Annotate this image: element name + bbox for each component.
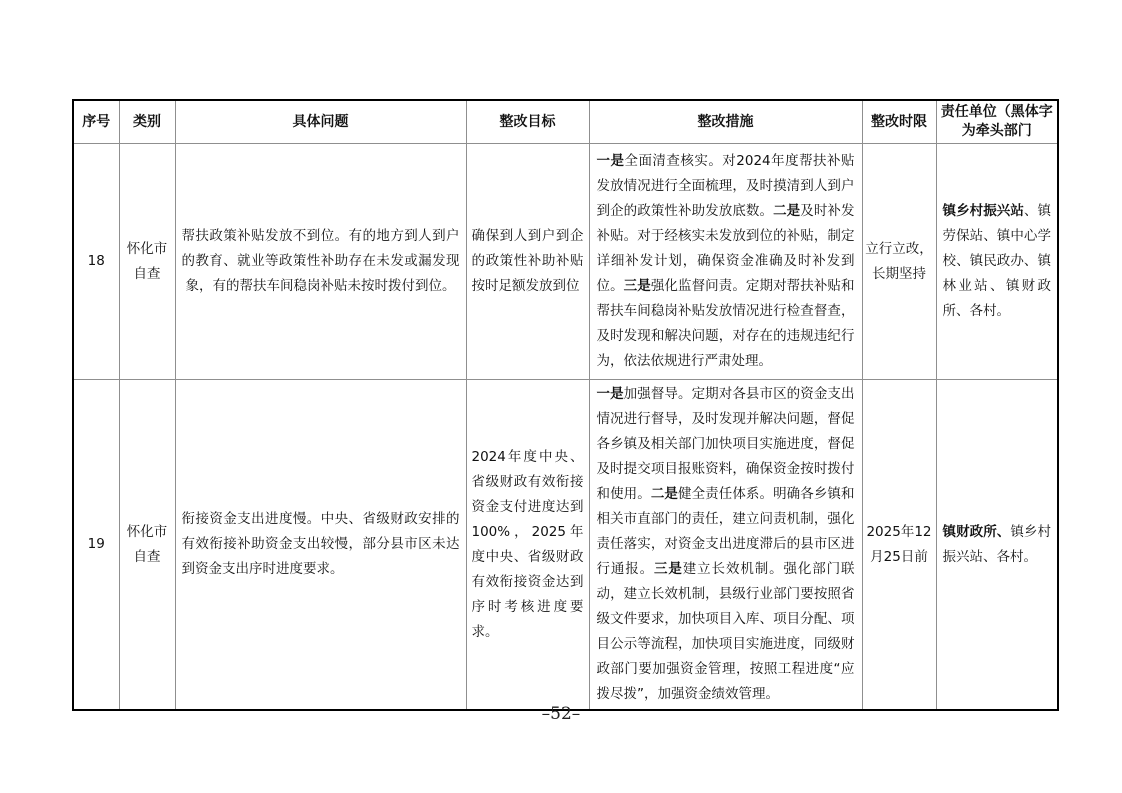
header-cell-responsible: 责任单位（黑体字为牵头部门 xyxy=(936,100,1058,144)
measure-1-label: 一是 xyxy=(596,386,624,402)
header-cell-problem: 具体问题 xyxy=(175,100,466,144)
header-cell-goal: 整改目标 xyxy=(466,100,589,144)
measure-3-text: 建立长效机制。强化部门联动，建立长效机制，县级行业部门要按照省级文件要求，加快项目入库、项目分配、项目公示等流程，加快项目实施进度，同级财政部门要加强资金管理，按照工程进度“应拨尽拨”，加强资金绩效管理。 xyxy=(596,561,855,702)
header-cell-deadline: 整改时限 xyxy=(862,100,936,144)
measure-2-text: 及时补发补贴。对于经核实未发放到位的补贴，制定详细补发计划，确保资金准确及时补发到位。 xyxy=(596,203,855,294)
cell-problem: 衔接资金支出进度慢。中央、省级财政安排的有效衔接补助资金支出较慢，部分县市区未达到资金支出序时进度要求。 xyxy=(175,380,466,711)
table-header-row xyxy=(73,100,1058,144)
measure-2-label: 二是 xyxy=(773,203,801,219)
measure-1-text: 全面清查核实。对2024年度帮扶补贴发放情况进行全面梳理，及时摸清到人到户到企的政策性补助发放底数。 xyxy=(596,153,855,219)
cell-responsible xyxy=(936,380,1058,711)
cell-deadline: 2025年12月25日前 xyxy=(862,380,936,711)
header-cell-category: 类别 xyxy=(119,100,175,144)
responsible-lead-unit: 镇乡村振兴站 xyxy=(942,203,1024,219)
responsible-other-units: 、镇劳保站、镇中心学校、镇民政办、镇林业站、镇财政所、各村。 xyxy=(942,203,1052,319)
cell-goal: 2024年度中央、省级财政有效衔接资金支付进度达到100%，2025年度中央、省级财政有效衔接资金达到序时考核进度要求。 xyxy=(466,380,589,711)
cell-category: 怀化市自查 xyxy=(119,144,175,380)
cell-problem: 帮扶政策补贴发放不到位。有的地方到人到户的教育、就业等政策性补助存在未发或漏发现象，有的帮扶车间稳岗补贴未按时拨付到位。 xyxy=(175,144,466,380)
responsible-other-units: 镇乡村振兴站、各村。 xyxy=(942,523,1052,565)
measure-2-label: 二是 xyxy=(650,486,679,502)
measure-2-text: 健全责任体系。明确各乡镇和相关市直部门的责任，建立问责机制，强化责任落实，对资金支出进度滞后的县市区进行通报。 xyxy=(596,486,855,577)
cell-measures xyxy=(589,380,862,711)
cell-deadline: 立行立改，长期坚持 xyxy=(862,144,936,380)
measure-3-label: 三是 xyxy=(654,561,683,577)
rectification-table xyxy=(72,99,1059,711)
page-number: –52– xyxy=(541,704,581,724)
header-cell-index: 序号 xyxy=(73,100,119,144)
header-cell-measures: 整改措施 xyxy=(589,100,862,144)
table-row-19 xyxy=(73,380,1058,711)
table-row-18 xyxy=(73,144,1058,380)
cell-index: 18 xyxy=(73,144,119,380)
responsible-lead-unit: 镇财政所、 xyxy=(942,523,1011,540)
measure-1-label: 一是 xyxy=(596,153,625,169)
cell-goal: 确保到人到户到企的政策性补助补贴按时足额发放到位 xyxy=(466,144,589,380)
cell-category: 怀化市自查 xyxy=(119,380,175,711)
cell-index: 19 xyxy=(73,380,119,711)
measure-3-label: 三是 xyxy=(623,278,651,294)
measure-1-text: 加强督导。定期对各县市区的资金支出情况进行督导，及时发现并解决问题，督促各乡镇及相关部门加快项目实施进度，督促及时提交项目报账资料，确保资金按时拨付和使用。 xyxy=(596,386,855,502)
cell-responsible xyxy=(936,144,1058,380)
cell-measures xyxy=(589,144,862,380)
measure-3-text: 强化监督问责。定期对帮扶补贴和帮扶车间稳岗补贴发放情况进行检查督查，及时发现和解决问题，对存在的违规违纪行为，依法依规进行严肃处理。 xyxy=(596,278,855,369)
